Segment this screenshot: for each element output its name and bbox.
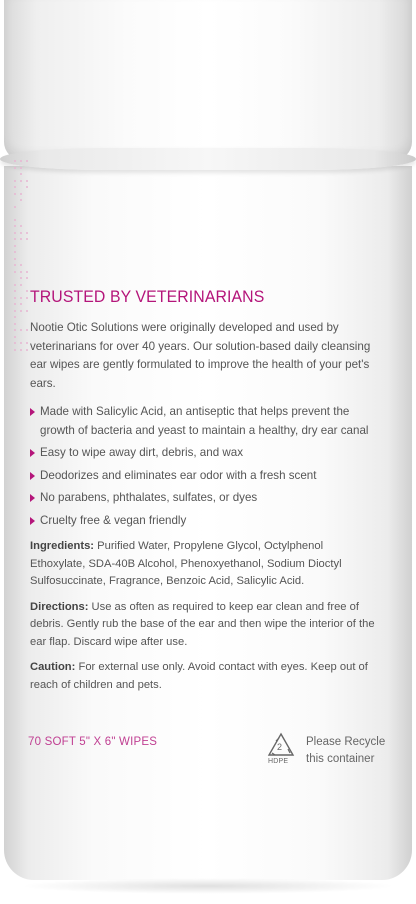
bottom-shadow — [20, 878, 396, 894]
directions-section — [30, 599, 380, 652]
bullet-text: Easy to wipe away dirt, debris, and wax — [40, 446, 243, 459]
decorative-dot — [20, 271, 22, 273]
decorative-dot — [14, 271, 16, 273]
decorative-dot — [14, 329, 16, 331]
decorative-dot — [14, 225, 16, 227]
decorative-dot — [14, 310, 16, 312]
decorative-dot — [20, 284, 22, 286]
list-item — [30, 489, 380, 508]
list-item — [30, 467, 380, 486]
label-heading: TRUSTED BY VETERINARIANS — [30, 288, 265, 306]
list-item — [30, 403, 380, 440]
intro-paragraph: Nootie Otic Solutions were originally developed and used by veterinarians for over 40 years. Our solution-based daily cleansing ear wipes are gently formulated to improve the health of your pet's ears. — [30, 321, 371, 390]
decorative-dot — [14, 349, 16, 351]
bullet-triangle-icon — [30, 517, 35, 525]
recycle-number: 2 — [277, 742, 283, 752]
decorative-dot — [26, 349, 28, 351]
label-content — [30, 288, 380, 694]
decorative-dot — [26, 238, 28, 240]
bullet-triangle-icon — [30, 408, 35, 416]
decorative-dot — [20, 173, 22, 175]
canister-lid — [4, 0, 412, 160]
recycle-code: HDPE — [268, 758, 289, 765]
bullet-text: Cruelty free & vegan friendly — [40, 513, 187, 527]
decorative-dot — [14, 238, 16, 240]
decorative-dot — [14, 219, 16, 221]
decorative-dot — [14, 323, 16, 325]
decorative-dot — [14, 258, 16, 260]
decorative-dot — [14, 167, 16, 169]
decorative-dot — [14, 245, 16, 247]
decorative-dot — [20, 310, 22, 312]
decorative-dot — [26, 310, 28, 312]
bullet-triangle-icon — [30, 494, 35, 502]
decorative-dot — [26, 290, 28, 292]
decorative-dot — [20, 238, 22, 240]
decorative-dot — [14, 206, 16, 208]
caution-label: Caution: — [30, 661, 76, 673]
decorative-dot — [14, 160, 16, 162]
decorative-dot — [14, 284, 16, 286]
decorative-dot — [14, 290, 16, 292]
benefits-list — [30, 403, 380, 530]
decorative-dot — [14, 180, 16, 182]
decorative-dot — [26, 180, 28, 182]
decorative-dot — [26, 329, 28, 331]
decorative-dot — [14, 193, 16, 195]
decorative-dot — [26, 232, 28, 234]
decorative-dot — [20, 199, 22, 201]
decorative-dot — [20, 303, 22, 305]
directions-text: Use as often as required to keep ear clean and free of debris. Gently rub the base of the ear and then wipe the interior of the ear flap. Discard wipe after use. — [30, 600, 375, 648]
decorative-dot — [20, 160, 22, 162]
decorative-dot — [20, 329, 22, 331]
decorative-dot — [20, 232, 22, 234]
decorative-dot — [14, 264, 16, 266]
bullet-text: Made with Salicylic Acid, an antiseptic that helps prevent the growth of bacteria and yeast to maintain a healthy, dry ear canal — [40, 405, 369, 437]
decorative-dot — [26, 160, 28, 162]
decorative-dot — [20, 297, 22, 299]
decorative-dot — [20, 342, 22, 344]
decorative-dot — [14, 303, 16, 305]
bullet-text: Deodorizes and eliminates ear odor with a fresh scent — [40, 468, 317, 482]
directions-label: Directions: — [30, 600, 89, 613]
list-item — [30, 444, 380, 463]
decorative-dot — [26, 297, 28, 299]
ingredients-section — [30, 538, 380, 591]
decorative-dot — [20, 349, 22, 351]
decorative-dot — [14, 336, 16, 338]
decorative-dot — [26, 271, 28, 273]
decorative-dot — [26, 186, 28, 188]
bullet-text: No parabens, phthalates, sulfates, or dyes — [40, 491, 258, 504]
decorative-dot — [20, 277, 22, 279]
bullet-triangle-icon — [30, 472, 35, 480]
lid-rim — [0, 148, 416, 170]
list-item — [30, 512, 380, 531]
recycle-message: Please Recycle this container — [306, 736, 386, 765]
decorative-dot — [26, 277, 28, 279]
decorative-dot — [14, 232, 16, 234]
caution-text: For external use only. Avoid contact with eyes. Keep out of reach of children and pets. — [30, 661, 368, 691]
decorative-dot — [20, 193, 22, 195]
decorative-dot — [14, 342, 16, 344]
recycle-triangle-icon — [266, 732, 296, 770]
decorative-dot — [14, 297, 16, 299]
ingredients-text: Purified Water, Propylene Glycol, Octylphenol Ethoxylate, SDA-40B Alcohol, Phenoxyethanol, Sodium Dioctyl Sulfosuccinate, Fragrance, Benzoic Acid, Salicylic Acid. — [30, 540, 342, 587]
label-footer — [28, 736, 388, 796]
decorative-dot — [20, 225, 22, 227]
caution-section — [30, 659, 380, 694]
bullet-triangle-icon — [30, 449, 35, 457]
decorative-dot — [14, 316, 16, 318]
decorative-dot — [26, 342, 28, 344]
wipes-count: 70 SOFT 5" X 6" WIPES — [28, 736, 158, 748]
decorative-dot — [20, 264, 22, 266]
decorative-dot — [20, 167, 22, 169]
decorative-dot — [20, 180, 22, 182]
decorative-dot — [14, 251, 16, 253]
ingredients-label: Ingredients: — [30, 540, 95, 552]
decorative-dot — [14, 186, 16, 188]
